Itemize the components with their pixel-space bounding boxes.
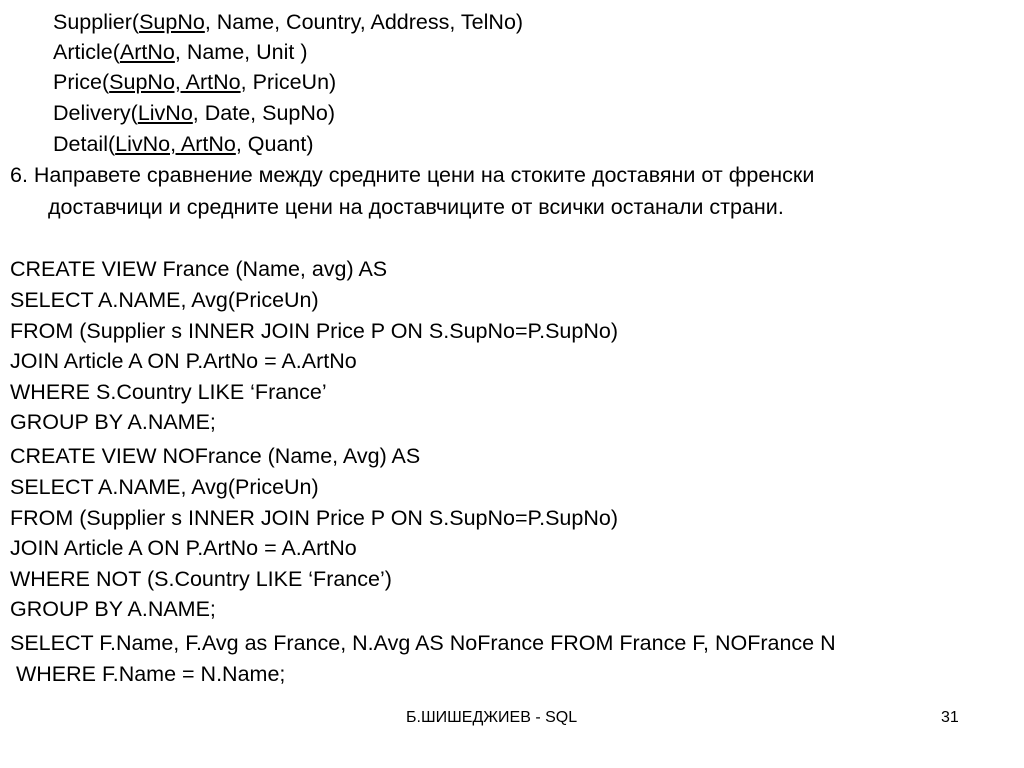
footer-author: Б.ШИШЕДЖИЕВ - SQL (406, 709, 578, 726)
table-attributes: , Date, SupNo) (192, 101, 336, 125)
schema-detail (53, 131, 314, 157)
table-name: Detail (53, 132, 108, 156)
table-name: Article (53, 40, 113, 64)
open-paren: ( (107, 132, 116, 156)
query1-line: GROUP BY A.NAME; (10, 410, 216, 434)
query2-line: CREATE VIEW NOFrance (Name, Avg) AS (10, 444, 421, 468)
query3-line: SELECT F.Name, F.Avg as France, N.Avg AS NoFrance FROM France F, NOFrance N (10, 631, 836, 655)
task-line-1: 6. Направете сравнение между средните цени на стоките доставяни от френски (10, 163, 815, 187)
primary-key: LivNo (137, 101, 193, 125)
table-name: Supplier (53, 10, 132, 34)
primary-key: ArtNo (119, 40, 175, 64)
query2-line: SELECT A.NAME, Avg(PriceUn) (10, 475, 319, 499)
schema-article (53, 39, 308, 65)
query2-line: GROUP BY A.NAME; (10, 597, 216, 621)
page-number: 31 (941, 709, 959, 726)
query2-line: JOIN Article A ON P.ArtNo = A.ArtNo (10, 536, 357, 560)
query2-line: WHERE NOT (S.Country LIKE ‘France’) (10, 567, 392, 591)
open-paren: ( (101, 70, 110, 94)
open-paren: ( (130, 101, 138, 125)
primary-key: SupNo, ArtNo (109, 70, 241, 94)
schema-price (53, 69, 336, 95)
query1-line: CREATE VIEW France (Name, avg) AS (10, 257, 388, 281)
table-name: Price (53, 70, 102, 94)
query2-line: FROM (Supplier s INNER JOIN Price P ON S.SupNo=P.SupNo) (10, 506, 618, 530)
open-paren: ( (131, 10, 140, 34)
schema-delivery (53, 100, 335, 126)
task-line-2: доставчици и средните цени на доставчиците от всички останали страни. (48, 195, 784, 219)
table-attributes: , Name, Country, Address, TelNo) (204, 10, 524, 34)
table-attributes: , PriceUn) (240, 70, 337, 94)
query1-line: WHERE S.Country LIKE ‘France’ (10, 380, 327, 404)
primary-key: LivNo, ArtNo (115, 132, 236, 156)
query1-line: FROM (Supplier s INNER JOIN Price P ON S.SupNo=P.SupNo) (10, 319, 618, 343)
open-paren: ( (112, 40, 120, 64)
table-name: Delivery (53, 101, 131, 125)
table-attributes: , Quant) (235, 132, 314, 156)
query3-line: WHERE F.Name = N.Name; (10, 662, 286, 686)
primary-key: SupNo (139, 10, 205, 34)
schema-supplier (53, 9, 523, 35)
query1-line: SELECT A.NAME, Avg(PriceUn) (10, 288, 319, 312)
table-attributes: , Name, Unit ) (174, 40, 308, 64)
query1-line: JOIN Article A ON P.ArtNo = A.ArtNo (10, 349, 357, 373)
